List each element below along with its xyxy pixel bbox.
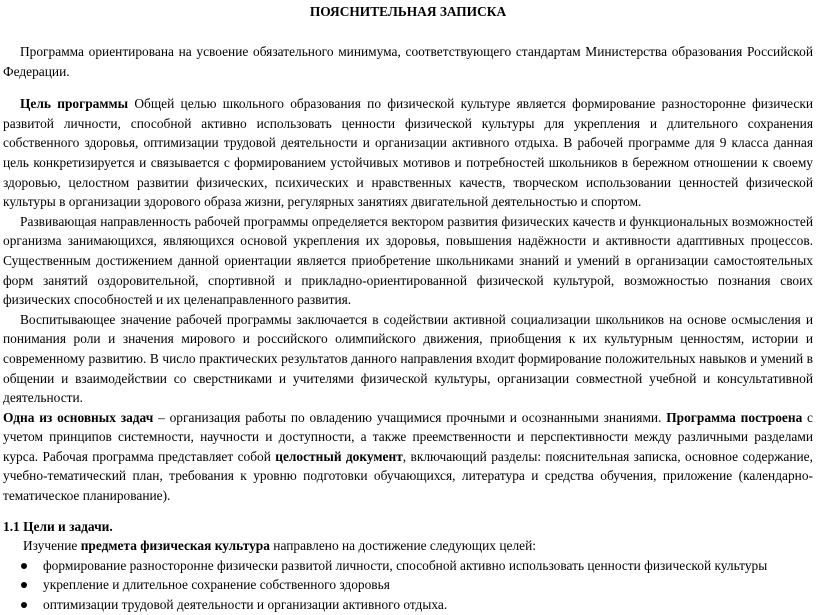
list-item <box>17 575 813 595</box>
task-label-2: Программа построена <box>666 409 803 425</box>
upbringing-paragraph: Воспитывающее значение рабочей программы заключается в содействии активной социализации школьников на основе осмысления и понимания роли и значения мирового и российского олимпийского движения, приобщения к их культурным ценностям, истории и современному развитию. В число практических результатов данного направления входит формирование положительных навыков и умений в общении и взаимодействии со сверстниками и учителями физической культуры, организации совместной учебной и консультативной деятельности. <box>3 311 813 406</box>
list-item-text: оптимизации трудовой деятельности и организации активного отдыха. <box>43 597 448 613</box>
task-text-1: – организация работы по овладению учащимися прочными и осознанными знаниями. <box>153 409 667 425</box>
list-item <box>17 556 813 576</box>
list-item-text: формирование разносторонне физически развитой личности, способной активно использовать ценности физической культуры <box>43 557 768 573</box>
goal-text: Общей целью школьного образования по физической культуре является формирование разносторонне физически развитой личности, способной активно использовать ценности физической культуры для укрепления и длительного сохранения собственного здоровья, оптимизации трудовой деятельности и организации активного отдыха. В рабочей программе для 9 класса данная цель конкретизируется и связывается с формированием устойчивых мотивов и потребностей школьников в бережном отношении к своему здоровью, целостном развитии физических, психических и нравственных качеств, творческом использовании ценностей физической культуры в организации здорового образа жизни, регулярных занятиях двигательной деятельностью и спортом. <box>3 96 813 210</box>
goal-paragraph <box>3 94 813 212</box>
section-lead-pre: Изучение <box>23 538 81 554</box>
section-heading: 1.1 Цели и задачи. <box>3 518 113 534</box>
developing-paragraph: Развивающая направленность рабочей программы определяется вектором развития физических качеств и функциональных возможностей организма занимающихся, являющихся основой укрепления их здоровья, повышения надёжности и активности адаптивных процессов. Существенным достижением данной ориентации является приобретение школьниками знаний и умений в организации самостоятельных форм занятий оздоровительной, спортивной и прикладно-ориентированной физической культурой, возможностью познания своих физических способностей и их целенаправленного развития. <box>3 213 813 308</box>
task-text-2: с учетом принципов системности, научности и доступности, а также преемственности и перспективности между различными разделами курса. Рабочая программа представляет собой <box>3 409 814 464</box>
bullet-icon <box>21 563 27 569</box>
document-title: ПОЯСНИТЕЛЬНАЯ ЗАПИСКА <box>309 4 507 19</box>
task-text-3: , включающий разделы: пояснительная записка, основное содержание, учебно-тематический план, требования к уровню подготовки обучающихся, литература и средства обучения, приложение (календарно-тематическое планирование). <box>3 448 813 504</box>
list-item <box>17 595 813 615</box>
section-lead-bold: предмета физическая культура <box>80 538 270 554</box>
intro-paragraph: Программа ориентирована на усвоение обязательного минимума, соответствующего стандартам Министерства образования Российской Федерации. <box>3 44 813 79</box>
task-label-3: целостный документ <box>275 448 403 464</box>
bullet-icon <box>21 582 27 588</box>
task-label: Одна из основных задач <box>3 409 154 425</box>
goal-label: Цель программы <box>20 96 129 112</box>
goals-list <box>3 556 813 615</box>
list-item-text: укрепление и длительное сохранение собственного здоровья <box>43 577 390 593</box>
section-lead-post: направлено на достижение следующих целей: <box>269 538 536 554</box>
task-paragraph <box>3 408 813 506</box>
bullet-icon <box>21 602 27 608</box>
section-lead <box>3 536 813 556</box>
